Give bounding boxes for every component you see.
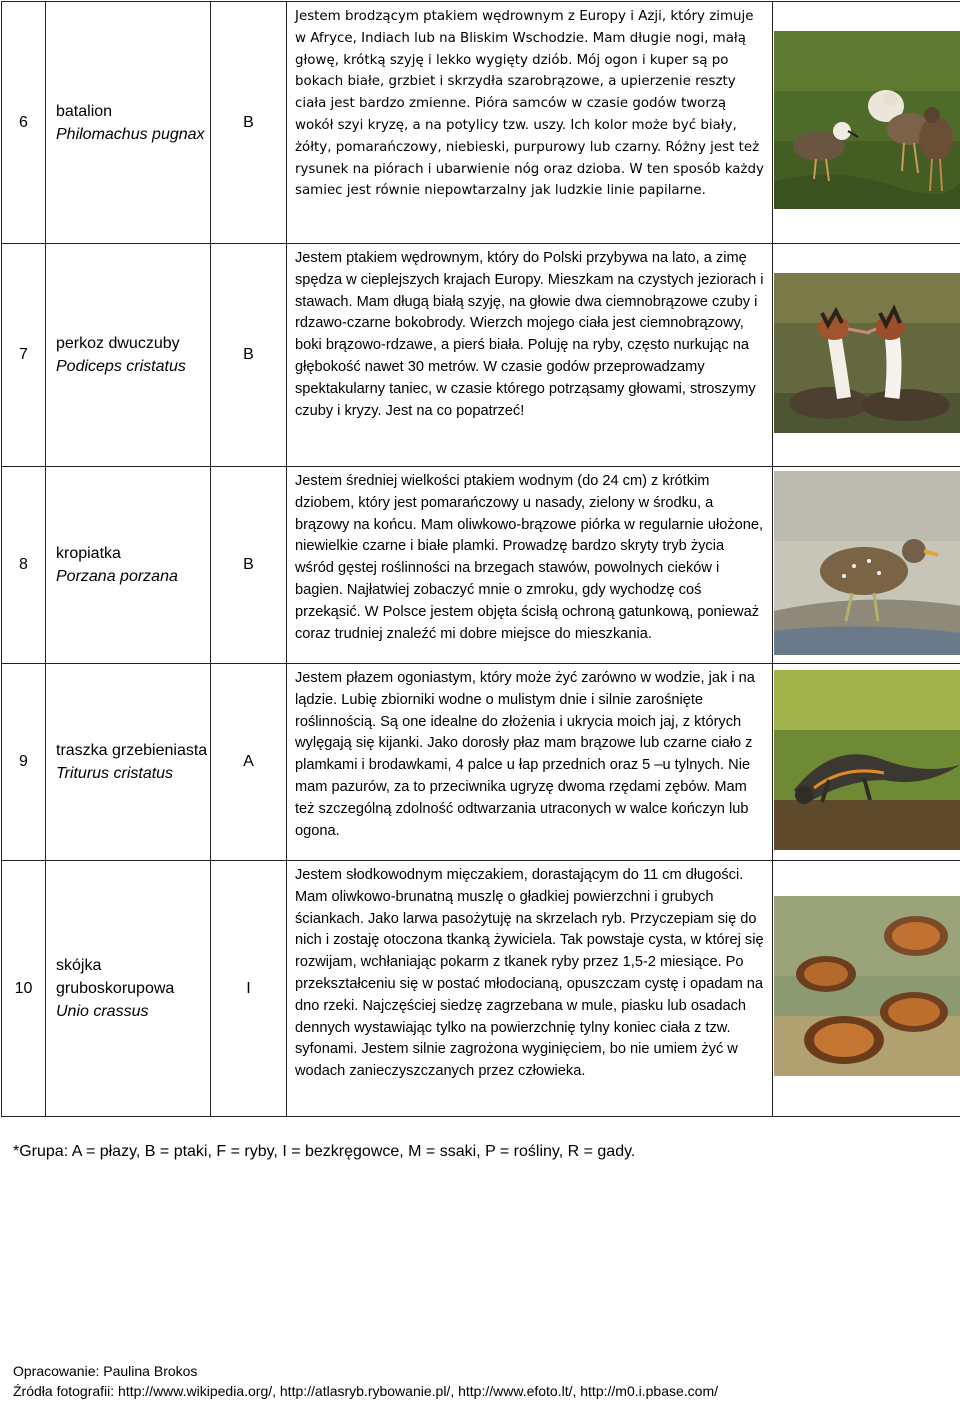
group-letter: B bbox=[211, 244, 287, 467]
table-row bbox=[2, 2, 960, 244]
table-row bbox=[2, 244, 960, 467]
species-name-latin: Triturus cristatus bbox=[56, 765, 174, 782]
species-name-latin: Philomachus pugnax bbox=[56, 125, 205, 143]
ruff-birds-photo bbox=[773, 31, 960, 214]
species-name-polish: perkoz dwuczuby bbox=[56, 335, 180, 352]
group-letter: B bbox=[211, 2, 287, 244]
species-photo-cell bbox=[773, 467, 960, 664]
species-name bbox=[46, 467, 211, 664]
species-name-polish: batalion bbox=[56, 102, 113, 120]
species-photo-cell bbox=[773, 861, 960, 1117]
row-number: 7 bbox=[2, 244, 46, 467]
row-number: 9 bbox=[2, 664, 46, 861]
group-letter: I bbox=[211, 861, 287, 1117]
species-name-polish: traszka grzebieniasta bbox=[56, 742, 208, 759]
species-name-latin: Unio crassus bbox=[56, 1003, 149, 1020]
table-row bbox=[2, 861, 960, 1117]
group-legend-note: *Grupa: A = płazy, B = ptaki, F = ryby, I = bezkręgowce, M = ssaki, P = rośliny, R = gady. bbox=[13, 1143, 636, 1160]
species-name-polish: skójka gruboskorupowa bbox=[56, 957, 175, 997]
species-name-latin: Porzana porzana bbox=[56, 568, 178, 585]
species-photo-cell bbox=[773, 244, 960, 467]
grebe-pair-photo bbox=[773, 273, 960, 438]
species-description: Jestem ptakiem wędrownym, który do Polski przybywa na lato, a zimę spędza w cieplejszych krajach Europy. Mieszkam na czystych jeziorach i stawach. Mam długą białą szyję, na głowie dwa ciemnobrązowe czuby i rdzawo-czarne bokobrody. Wierzch mojego ciała jest ciemnobrązowy, boki brązowo-rdzawe, a pierś biała. Poluję na ryby, często nurkując na głębokość nawet 30 metrów. W czasie godów przeprowadzamy spektakularny taniec, w czasie którego potrząsamy głowami, stroszymy czuby i kryzy. Jest na co popatrzeć! bbox=[287, 244, 773, 467]
species-name bbox=[46, 861, 211, 1117]
table-row bbox=[2, 467, 960, 664]
species-name-latin: Podiceps cristatus bbox=[56, 358, 186, 375]
species-description: Jestem płazem ogoniastym, który może żyć zarówno w wodzie, jak i na lądzie. Lubię zbiorniki wodne o mulistym dnie i silnie zarośnięte roślinnością. Są one idealne do złożenia i ukrycia moich jaj, z których wylęgają się kijanki. Jako dorosły płaz mam brązowe lub czarne ciało z plamkami i brodawkami, 4 palce u łap przednich oraz 5 –u tylnych. Nie mam pazurów, za to przeciwnika ugryzę dwoma rzędami zębów. Mam też szczególną zdolność odtwarzania utraconych w walce kończyn lub ogona. bbox=[287, 664, 773, 861]
species-table bbox=[1, 1, 960, 1117]
species-description: Jestem średniej wielkości ptakiem wodnym (do 24 cm) z krótkim dziobem, który jest pomarańczowy u nasady, zielony w środku, a brązowy na końcu. Mam oliwkowo-brązowe piórka w regularnie ułożone, niewielkie czarne i białe plamki. Prowadzę bardzo skryty tryb życia wśród gęstej roślinności na brzegach stawów, powolnych cieków i bagien. Najłatwiej zobaczyć mnie o zmroku, gdy wychodzę coś przekąsić. W Polsce jestem objęta ścisłą ochroną gatunkową, ponieważ coraz trudniej znaleźć mi dobre miejsce do mieszkania. bbox=[287, 467, 773, 664]
species-name bbox=[46, 664, 211, 861]
species-description: Jestem słodkowodnym mięczakiem, dorastającym do 11 cm długości. Mam oliwkowo-brunatną muszlę o gładkiej powierzchni i grubych ściankach. Jako larwa pasożytuję na skrzelach ryb. Przyczepiam się do nich i zostaję otoczona tkanką żywiciela. Tak powstaje cysta, w której się rozwijam, wchłaniając pokarm z tkanek ryby przez 1,5-2 miesiące. Po przekształceniu się w postać młodocianą, opuszczam cystę i opadam na dno rzeki. Najczęściej siedzę zagrzebana w mule, piasku lub osadach dennych wystawiając tylko na powierzchnię tylny koniec ciała z tzw. syfonami. Jestem silnie zagrożona wyginięciem, bo nie umiem żyć w wodach zanieczyszczanych przez człowieka. bbox=[287, 861, 773, 1117]
row-number: 10 bbox=[2, 861, 46, 1117]
crake-photo bbox=[773, 471, 960, 660]
newt-photo bbox=[773, 670, 960, 855]
group-letter: A bbox=[211, 664, 287, 861]
mussel-photo bbox=[773, 896, 960, 1081]
group-letter: B bbox=[211, 467, 287, 664]
photo-sources: Źródła fotografii: http://www.wikipedia.org/, http://atlasryb.rybowanie.pl/, http://www.efoto.lt/, http://m0.i.pbase.com/ bbox=[13, 1383, 718, 1399]
row-number: 8 bbox=[2, 467, 46, 664]
species-name-polish: kropiatka bbox=[56, 545, 121, 562]
species-description: Jestem brodzącym ptakiem wędrownym z Europy i Azji, który zimuje w Afryce, Indiach lub na Bliskim Wschodzie. Mam długie nogi, małą głowę, krótką szyję i lekko wygięty dziób. Mój ogon i kuper są po bokach białe, grzbiet i skrzydła szarobrązowe, a upierzenie reszty ciała jest bardzo zmienne. Pióra samców w czasie godów tworzą wokół szyi kryzę, a na potylicy tzw. uszy. Ich kolor może być biały, żółty, pomarańczowy, niebieski, purpurowy lub czarny. Różny jest też rysunek na piórach i ubarwienie nóg oraz dzioba. W ten sposób każdy samiec jest równie niepowtarzalny jak ludzkie linie papilarne. bbox=[287, 2, 773, 244]
species-photo-cell bbox=[773, 664, 960, 861]
species-name bbox=[46, 2, 211, 244]
author-credit: Opracowanie: Paulina Brokos bbox=[13, 1363, 198, 1379]
table-row bbox=[2, 664, 960, 861]
row-number: 6 bbox=[2, 2, 46, 244]
species-name bbox=[46, 244, 211, 467]
species-photo-cell bbox=[773, 2, 960, 244]
